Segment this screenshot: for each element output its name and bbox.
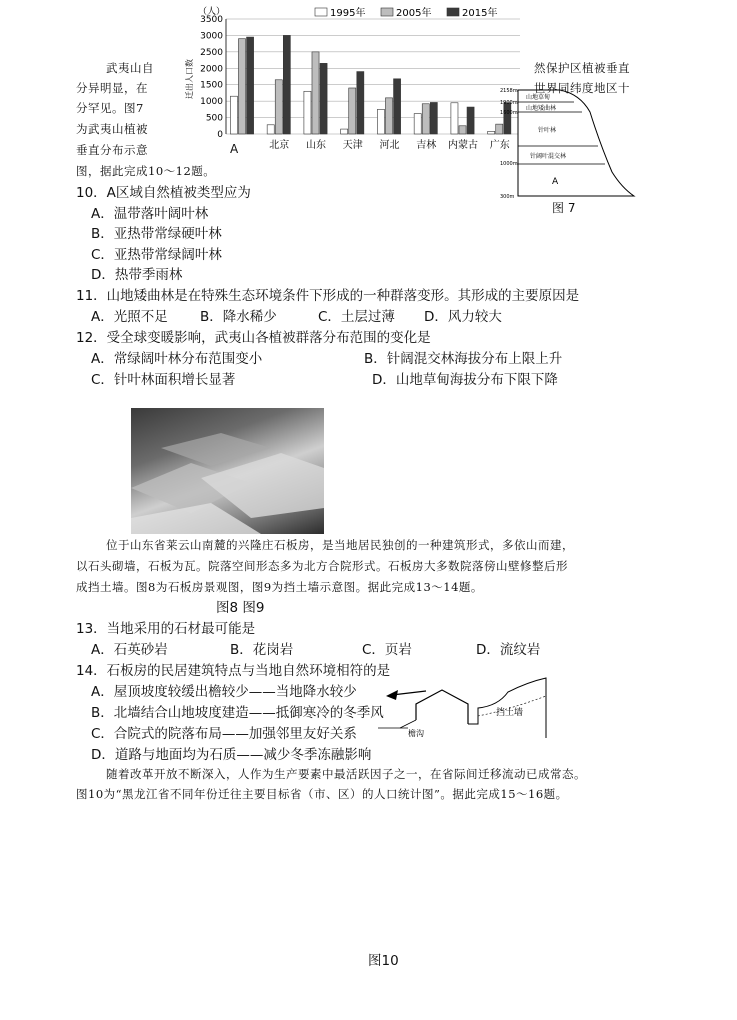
bar-2005年-3: [349, 88, 356, 134]
zone-conifer: 针叶林: [538, 127, 557, 134]
bar-2005年-1: [275, 80, 282, 134]
bar-2015年-3: [357, 72, 364, 134]
drain-label: 檐沟: [408, 729, 424, 738]
fig10-caption: 图10: [368, 953, 399, 969]
q10-option-c[interactable]: C．亚热带常绿阔叶林: [91, 247, 222, 263]
intro3-line-1: 随着改革开放不断深入，人作为生产要素中最活跃因子之一，在省际间迁移流动已成常态。: [106, 767, 586, 781]
fig8-9-caption: 图8 图9: [216, 600, 265, 616]
x-tick-label: 广东: [489, 140, 510, 151]
q11-option-c[interactable]: C．土层过薄: [318, 309, 395, 325]
bar-2015年-2: [320, 63, 327, 134]
intro1-left-1: 武夷山自: [106, 61, 154, 75]
legend-swatch: [447, 8, 459, 16]
q12-option-d[interactable]: D．山地草甸海拔分布下限下降: [372, 372, 558, 388]
zone-mixed: 针阔叶混交林: [530, 153, 567, 160]
zone-elfin-forest: 山地矮曲林: [526, 105, 557, 112]
q10-stem: 10．A区域自然植被类型应为: [76, 185, 251, 201]
elev-1000: 1000m: [500, 161, 518, 167]
bar-1995年-5: [414, 114, 421, 134]
q14-option-a[interactable]: A．屋顶坡度较缓出檐较少——当地降水较少: [91, 684, 357, 700]
stone-house-photo: [131, 408, 324, 534]
elev-300: 300m: [500, 194, 515, 200]
bar-1995年-4: [377, 109, 384, 134]
y-tick-label: 2500: [200, 47, 223, 58]
y-tick-label: 3000: [200, 31, 223, 42]
bar-1995年-7: [488, 131, 495, 134]
q11-option-a[interactable]: A．光照不足: [91, 309, 168, 325]
q11-stem: 11．山地矮曲林是在特殊生态环境条件下形成的一种群落变形。其形成的主要原因是: [76, 288, 580, 304]
bar-2005年-6: [459, 126, 466, 134]
bar-2015年-4: [394, 79, 401, 134]
bar-2015年-1: [283, 35, 290, 134]
intro1-right-1: 然保护区植被垂直: [534, 61, 630, 75]
x-tick-label: 山东: [306, 140, 327, 151]
q13-stem: 13．当地采用的石材最可能是: [76, 621, 256, 637]
q12-option-a[interactable]: A．常绿阔叶林分布范围变小: [91, 351, 263, 367]
q14-option-b[interactable]: B．北墙结合山地坡度建造——抵御寒冷的冬季风: [91, 705, 384, 721]
bar-2015年-5: [430, 102, 437, 134]
y-tick-label: 500: [205, 113, 223, 124]
retaining-wall-diagram: [378, 676, 548, 738]
roof-shapes: [131, 408, 324, 534]
elev-1900: 1900m: [500, 100, 518, 106]
q10-option-b[interactable]: B．亚热带常绿硬叶林: [91, 226, 222, 242]
x-tick-label: 内蒙古: [448, 140, 479, 151]
zone-meadow: 山地草甸: [526, 94, 551, 101]
y-tick-label: 0: [217, 130, 223, 140]
intro2-line-3: 成挡土墙。图8为石板房景观图，图9为挡土墙示意图。据此完成13～14题。: [76, 580, 483, 594]
bar-1995年-6: [451, 103, 458, 134]
x-tick-label: 北京: [269, 140, 290, 151]
chart-xlabel-a: A: [230, 142, 239, 156]
vegetation-profile-figure: [500, 84, 640, 206]
bar-1995年-0: [230, 96, 237, 134]
legend-label: 1995年: [330, 8, 366, 19]
q13-option-a[interactable]: A．石英砂岩: [91, 642, 168, 658]
bar-2005年-4: [385, 98, 392, 134]
y-tick-label: 2000: [200, 64, 223, 75]
intro2-line-1: 位于山东省莱云山南麓的兴隆庄石板房，是当地居民独创的一种建筑形式，多依山而建，: [106, 538, 574, 552]
q11-option-b[interactable]: B．降水稀少: [200, 309, 277, 325]
q13-option-c[interactable]: C．页岩: [362, 642, 412, 658]
intro1-left-6: 图，据此完成10～12题。: [76, 164, 216, 178]
intro1-left-4: 为武夷山植被: [76, 122, 148, 136]
bar-1995年-2: [304, 91, 311, 134]
chart-y-unit: （人）: [198, 7, 226, 17]
y-tick-label: 1000: [200, 97, 223, 108]
population-bar-chart: [180, 4, 525, 154]
legend-label: 2005年: [396, 8, 432, 19]
bar-2005年-0: [238, 39, 245, 134]
x-tick-label: 河北: [379, 140, 400, 151]
q14-option-d[interactable]: D．道路与地面均为石质——减少冬季冻融影响: [91, 747, 372, 763]
q12-option-b[interactable]: B．针阔混交林海拔分布上限上升: [364, 351, 563, 367]
intro1-left-3: 分罕见。图7: [76, 101, 144, 115]
intro1-left-5: 垂直分布示意: [76, 143, 148, 157]
q14-option-c[interactable]: C．合院式的院落布局——加强邻里友好关系: [91, 726, 357, 742]
legend-label: 2015年: [462, 8, 498, 19]
bar-2015年-6: [467, 107, 474, 134]
fig7-caption: 图 7: [552, 201, 576, 215]
q13-option-b[interactable]: B．花岗岩: [230, 642, 294, 658]
q13-option-d[interactable]: D．流纹岩: [476, 642, 541, 658]
intro3-line-2: 图10为“黑龙江省不同年份迁往主要目标省（市、区）的人口统计图”。据此完成15～16题。: [76, 787, 568, 801]
elev-1600: 1600m: [500, 110, 518, 116]
bar-2015年-0: [247, 37, 254, 134]
bar-2005年-5: [422, 104, 429, 134]
intro1-right-2: 世界同纬度地区十: [534, 81, 630, 95]
wall-label: 挡土墙: [496, 708, 524, 718]
bar-1995年-3: [341, 129, 348, 134]
y-tick-label: 3500: [200, 15, 223, 25]
bar-2005年-2: [312, 52, 319, 134]
zone-a: A: [552, 177, 559, 187]
chart-y-label: 迁出人口数: [185, 59, 194, 99]
q10-option-a[interactable]: A．温带落叶阔叶林: [91, 206, 209, 222]
q12-stem: 12．受全球变暖影响，武夷山各植被群落分布范围的变化是: [76, 330, 431, 346]
legend-swatch: [381, 8, 393, 16]
x-tick-label: 天津: [342, 140, 363, 151]
x-tick-label: 吉林: [416, 140, 437, 151]
q11-option-d[interactable]: D．风力较大: [424, 309, 502, 325]
bar-1995年-1: [267, 125, 274, 134]
intro1-left-2: 分异明显，在: [76, 81, 148, 95]
q10-option-d[interactable]: D．热带季雨林: [91, 267, 183, 283]
q14-stem: 14．石板房的民居建筑特点与当地自然环境相符的是: [76, 663, 391, 679]
legend-swatch: [315, 8, 327, 16]
q12-option-c[interactable]: C．针叶林面积增长显著: [91, 372, 236, 388]
elev-2158: 2158m: [500, 88, 518, 94]
y-tick-label: 1500: [200, 80, 223, 91]
intro2-line-2: 以石头砌墙，石板为瓦。院落空间形态多为北方合院形式。石板房大多数院落傍山壁修整后形: [76, 559, 568, 573]
